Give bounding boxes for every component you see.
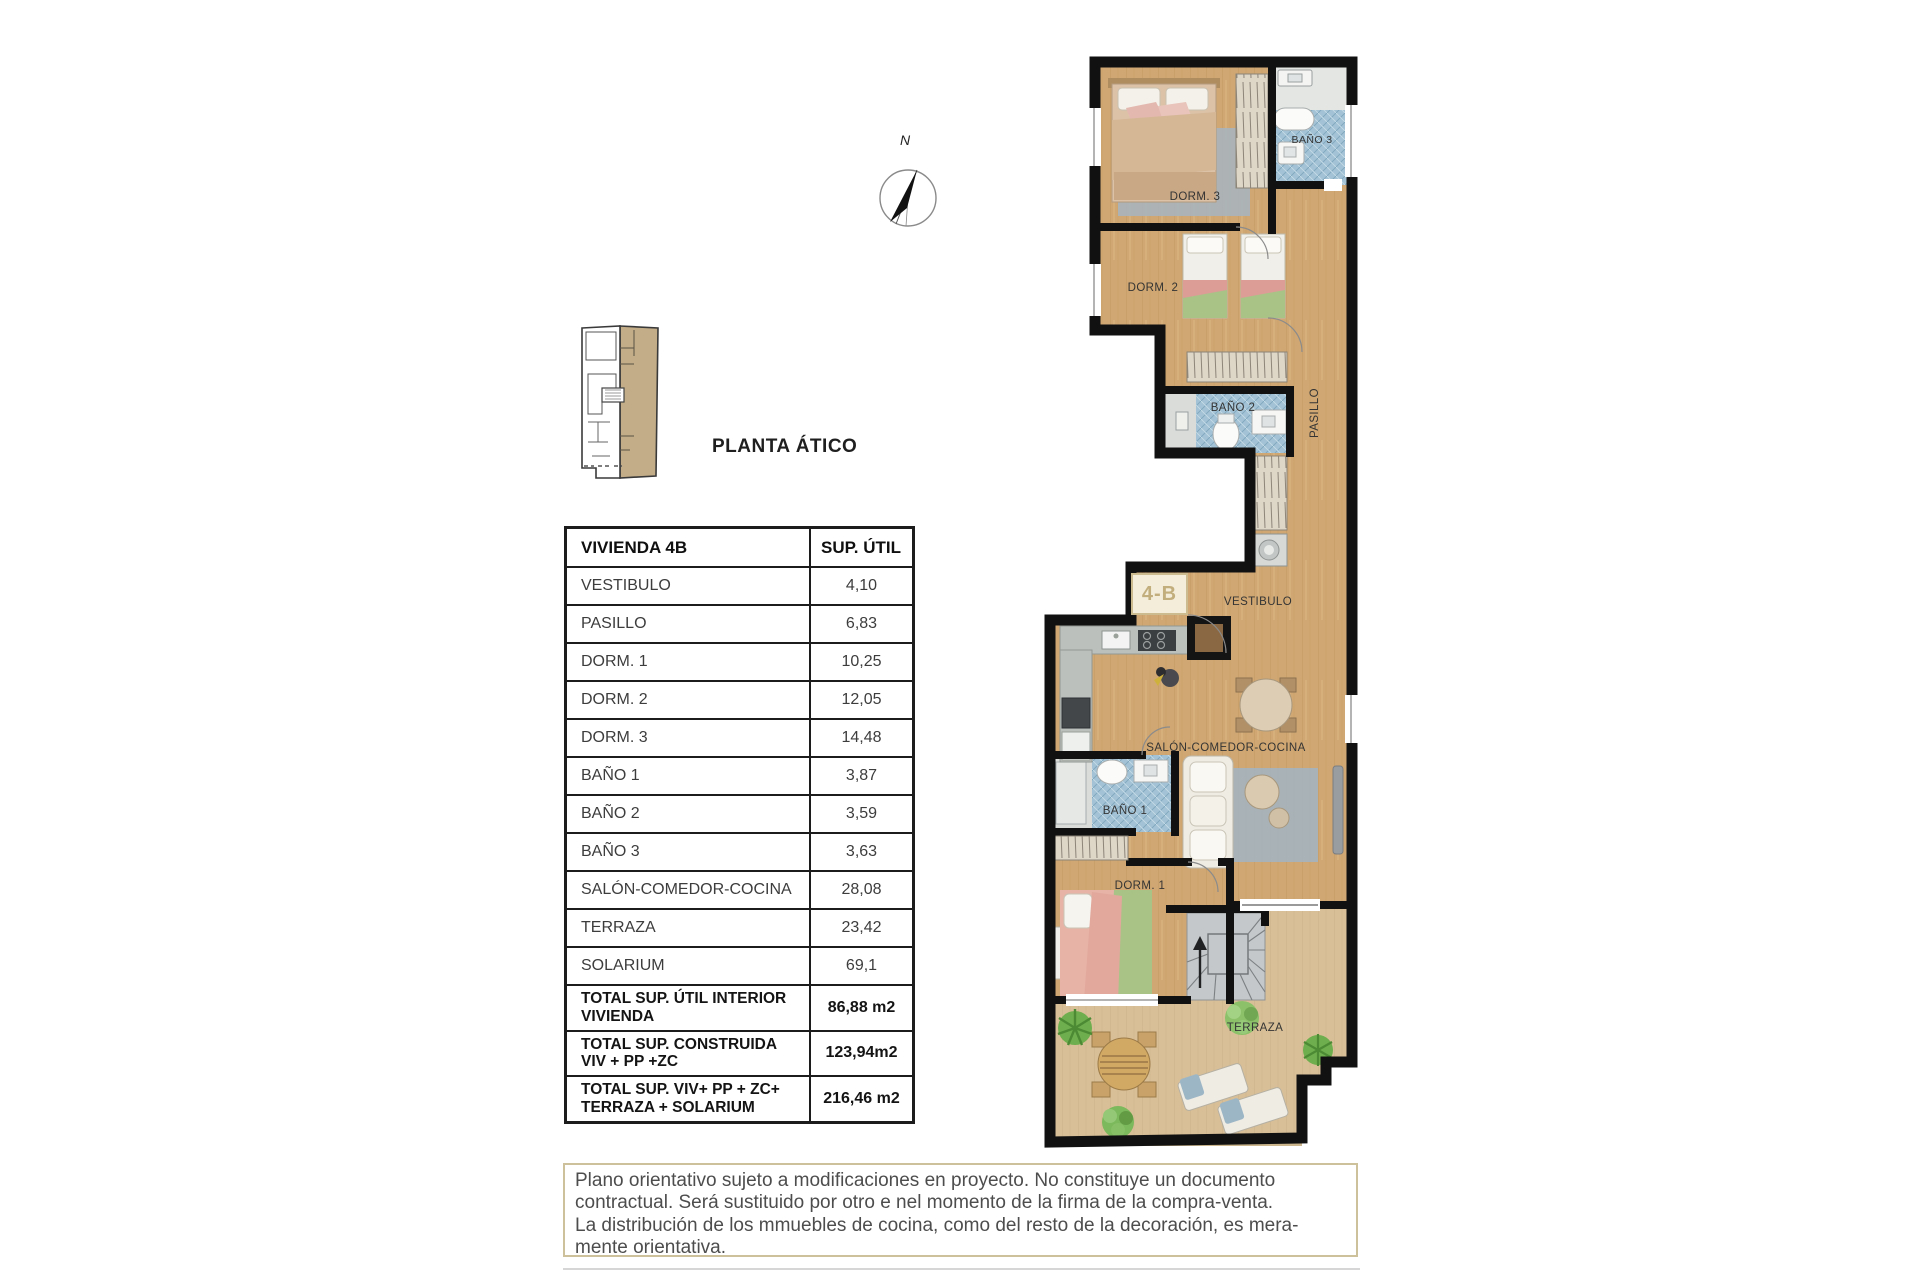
room-label-salon: SALÓN-COMEDOR-COCINA: [1146, 742, 1306, 754]
table-header-row: [567, 529, 912, 566]
compass-north-label: N: [900, 132, 911, 148]
row-label: DORM. 2: [567, 682, 811, 718]
bathroom-1: [1050, 755, 1175, 832]
north-arrow-icon: [876, 130, 940, 234]
bathroom-2: [1164, 390, 1290, 453]
row-value: 28,08: [841, 881, 882, 898]
row-label: BAÑO 3: [567, 834, 811, 870]
coffee-table-icon: [1245, 775, 1279, 809]
row-value: 6,83: [845, 615, 878, 632]
room-label-terraza: TERRAZA: [1226, 1022, 1284, 1034]
row-value: 23,42: [841, 919, 882, 936]
twin-bed-icon: [1241, 234, 1285, 318]
table-row: [567, 642, 912, 680]
row-label: SOLARIUM: [567, 948, 811, 984]
row-value: 12,05: [841, 691, 882, 708]
total-value: 123,94m2: [825, 1044, 898, 1062]
table-row: [567, 718, 912, 756]
room-label-dorm1: DORM. 1: [1114, 880, 1166, 892]
keyplan-thumbnail: [572, 318, 666, 488]
row-value: 3,59: [845, 805, 878, 822]
total-label: TOTAL SUP. CONSTRUIDA VIV + PP +ZC: [567, 1032, 811, 1076]
row-label: VESTIBULO: [567, 568, 811, 604]
room-label-bano3: BAÑO 3: [1291, 134, 1333, 146]
room-label-pasillo: PASILLO: [1309, 388, 1321, 438]
double-bed-icon: [1108, 78, 1220, 202]
table-row: [567, 870, 912, 908]
total-label: TOTAL SUP. VIV+ PP + ZC+ TERRAZA + SOLARIUM: [567, 1077, 811, 1121]
areas-table: [564, 526, 915, 1124]
sofa-icon: [1183, 756, 1233, 868]
disclaimer-line: mente orientativa.: [575, 1237, 727, 1259]
row-value: 10,25: [841, 653, 882, 670]
floor-plan: [1030, 50, 1370, 1170]
table-row: [567, 832, 912, 870]
room-label-bano1: BAÑO 1: [1102, 805, 1148, 817]
total-label: TOTAL SUP. ÚTIL INTERIOR VIVIENDA: [567, 986, 811, 1030]
coffee-table-icon: [1269, 808, 1289, 828]
row-value: 3,87: [845, 767, 878, 784]
disclaimer-line: contractual. Será sustituido por otro e nel momento de la firma de la compra-venta.: [575, 1192, 1274, 1214]
table-total-row: [567, 1030, 912, 1076]
page-title: PLANTA ÁTICO: [712, 436, 858, 457]
room-label-dorm3: DORM. 3: [1169, 191, 1221, 203]
row-value: 14,48: [841, 729, 882, 746]
closet-icon: [1251, 456, 1287, 530]
bed-icon: [1053, 890, 1152, 1002]
row-label: PASILLO: [567, 606, 811, 642]
bottom-divider: [563, 1268, 1360, 1270]
unit-badge: 4-B: [1131, 573, 1188, 615]
table-total-row: [567, 1075, 912, 1121]
twin-bed-icon: [1183, 234, 1227, 318]
wardrobe-icon: [1187, 352, 1287, 382]
total-value: 86,88 m2: [827, 998, 896, 1016]
dining-table-icon: [1236, 678, 1296, 732]
washing-machine-icon: [1251, 534, 1287, 566]
table-row: [567, 946, 912, 984]
table-row: [567, 566, 912, 604]
disclaimer-box: [563, 1163, 1358, 1257]
room-label-bano2: BAÑO 2: [1210, 402, 1256, 414]
table-row: [567, 680, 912, 718]
row-label: SALÓN-COMEDOR-COCINA: [567, 872, 811, 908]
patio-table-icon: [1092, 1032, 1156, 1097]
table-row: [567, 794, 912, 832]
row-value: 69,1: [845, 957, 878, 974]
row-value: 4,10: [845, 577, 878, 594]
wardrobe-icon: [1055, 836, 1128, 860]
total-value: 216,46 m2: [823, 1090, 900, 1108]
disclaimer-line: La distribución de los mmuebles de cocina, como del resto de la decoración, es mera-: [575, 1214, 1299, 1236]
row-label: BAÑO 1: [567, 758, 811, 794]
row-label: BAÑO 2: [567, 796, 811, 832]
table-row: [567, 908, 912, 946]
tv-icon: [1333, 766, 1343, 854]
row-label: DORM. 1: [567, 644, 811, 680]
table-total-row: [567, 984, 912, 1030]
room-label-vestibulo: VESTIBULO: [1223, 596, 1293, 608]
fireplace-niche: [1187, 616, 1231, 660]
floor-plan-graphic: [1030, 50, 1370, 1170]
room-label-dorm2: DORM. 2: [1127, 282, 1179, 294]
row-label: TERRAZA: [567, 910, 811, 946]
table-header-unit: VIVIENDA 4B: [567, 529, 811, 566]
row-value: 3,63: [845, 843, 878, 860]
disclaimer-line: Plano orientativo sujeto a modificaciones en proyecto. No constituye un documento: [575, 1170, 1276, 1191]
table-row: [567, 604, 912, 642]
row-label: DORM. 3: [567, 720, 811, 756]
plant-icon: [1102, 1106, 1134, 1138]
bathroom-3: [1272, 62, 1352, 185]
table-header-sup: SUP. ÚTIL: [821, 537, 901, 557]
wardrobe-icon: [1236, 74, 1268, 188]
table-row: [567, 756, 912, 794]
